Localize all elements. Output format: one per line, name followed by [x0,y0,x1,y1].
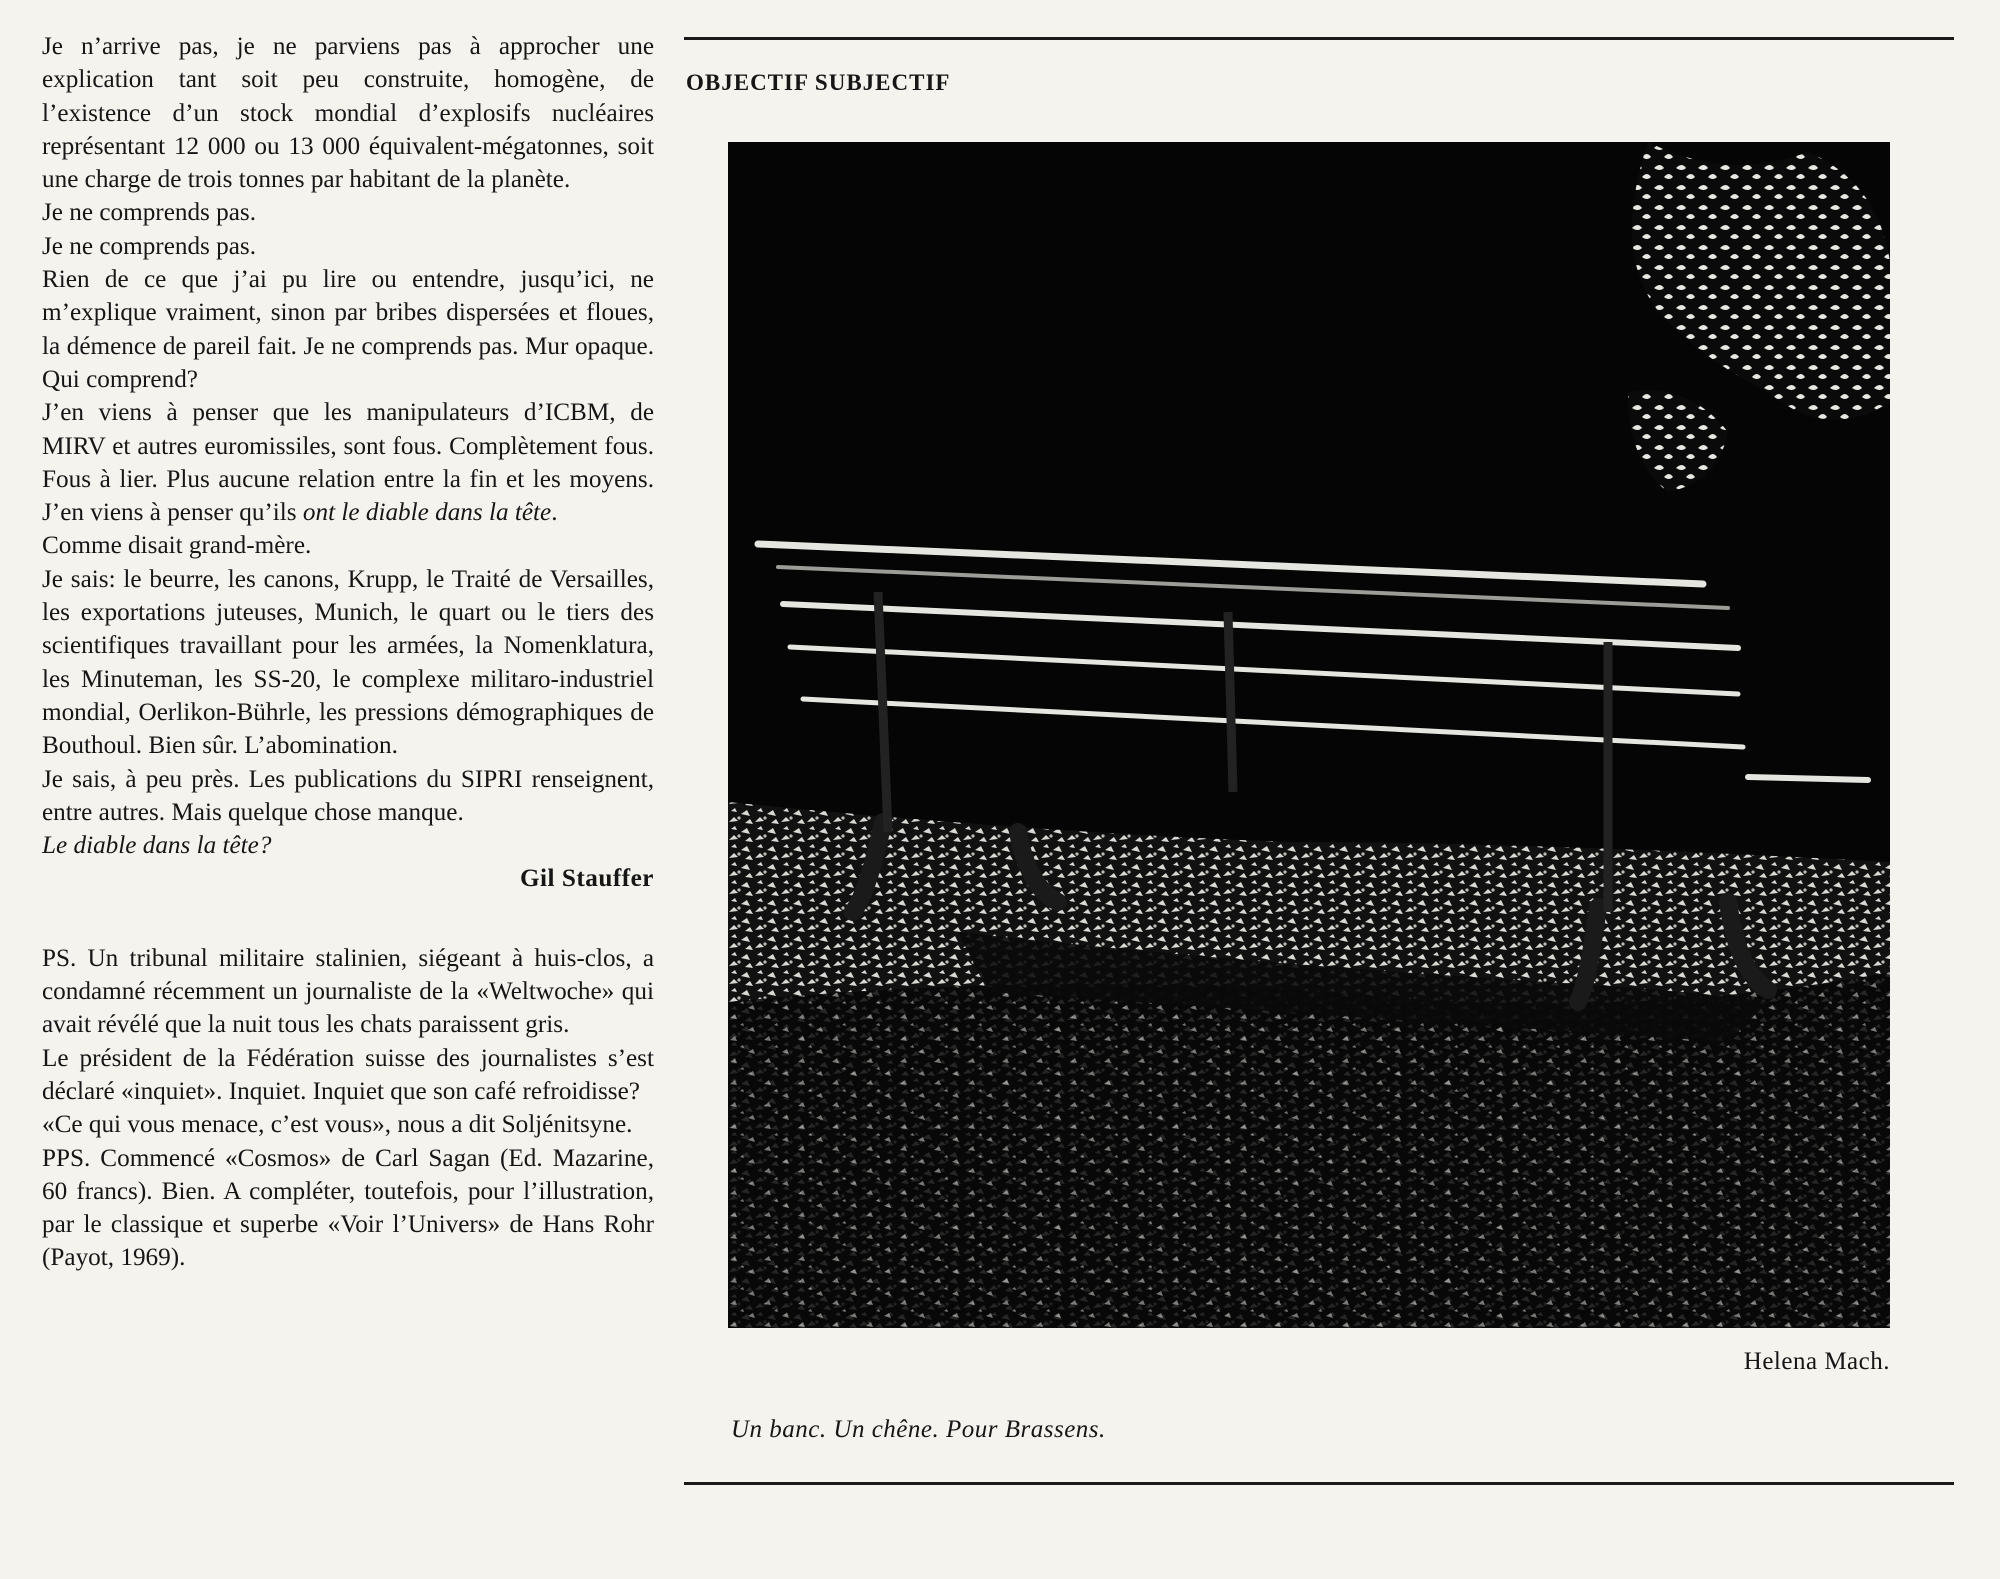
author-signature: Gil Stauffer [519,865,654,893]
article-paragraph-5-text: J’en viens à penser que les manipulateurs d’ICBM, de MIRV et autres euromissiles, sont fous. Complètement fous. Fous à lier. Plus aucune relation entre la fin et les moyens. J’en viens à penser qu’ils [42,399,654,527]
bench-illustration [728,142,1890,1328]
article-paragraph-5 [42,396,654,529]
top-rule [684,37,1954,40]
article-paragraph-6: Comme disait grand-mère. [42,532,312,560]
article-paragraph-8: Je sais, à peu près. Les publications du SIPRI renseignent, entre autres. Mais quelque chose manque. [42,765,654,826]
article-paragraph-7: Je sais: le beurre, les canons, Krupp, le Traité de Versailles, les exportations juteuses, Munich, le quart ou le tiers des scientifiques travaillant pour les armées, la Nomenklatura, les Minuteman, les SS-20, le complexe militaro-industriel mondial, Oerlikon-Bührle, les pressions démographiques de Bouthoul. Bien sûr. L’abomination. [42,565,654,760]
bench-photograph [728,142,1890,1328]
article-column [42,30,654,1275]
bottom-rule [684,1482,1954,1485]
article-paragraph-1: Je n’arrive pas, je ne parviens pas à approcher une explication tant soit peu construite, homogène, de l’existence d’un stock mondial d’explosifs nucléaires représentant 12 000 ou 13 000 équivalent-mégatonnes, soit une charge de trois tonnes par habitant de la planète. [42,33,654,194]
photo-credit: Helena Mach. [1743,1348,1890,1375]
section-heading: OBJECTIF SUBJECTIF [686,70,951,95]
article-paragraph-5-end: . [551,499,558,527]
postscript-paragraph-4: PPS. Commencé «Cosmos» de Carl Sagan (Ed. Mazarine, 60 francs). Bien. A compléter, toutefois, pour l’illustration, par le classique et superbe «Voir l’Univers» de Hans Rohr (Payot, 1969). [42,1144,654,1272]
article-paragraph-2: Je ne comprends pas. [42,199,257,227]
closing-question: Le diable dans la tête? [42,832,272,860]
article-emphasis: ont le diable dans la tête [302,499,552,527]
article-paragraph-3: Je ne comprends pas. [42,232,257,260]
article-paragraph-4: Rien de ce que j’ai pu lire ou entendre, jusqu’ici, ne m’explique vraiment, sinon par bribes dispersées et floues, la démence de pareil fait. Je ne comprends pas. Mur opaque. Qui comprend? [42,266,654,393]
photo-caption: Un banc. Un chêne. Pour Brassens. [731,1416,1106,1443]
postscript-paragraph-2: Le président de la Fédération suisse des journalistes s’est déclaré «inquiet». Inquiet. Inquiet que son café refroidisse? [42,1044,654,1105]
postscript-block [42,942,654,1275]
postscript-paragraph-3: «Ce qui vous menace, c’est vous», nous a dit Soljénitsyne. [42,1111,633,1139]
postscript-paragraph-1: PS. Un tribunal militaire stalinien, siégeant à huis-clos, a condamné récemment un journaliste de la «Weltwoche» qui avait révélé que la nuit tous les chats paraissent gris. [42,944,654,1039]
